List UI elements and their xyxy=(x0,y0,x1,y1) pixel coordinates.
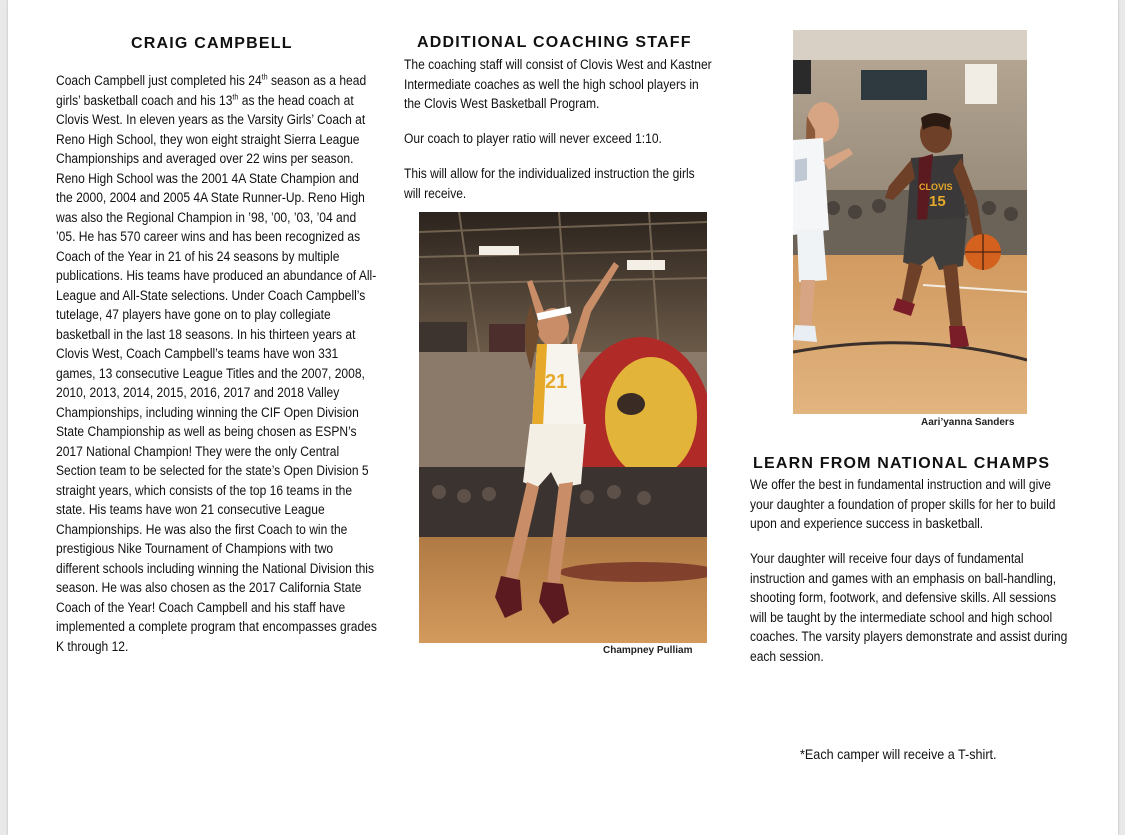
dribbler-jersey-number: 15 xyxy=(929,193,946,210)
shooter-jersey-number: 21 xyxy=(545,371,568,393)
caption-aariyanna-sanders: Aari’yanna Sanders xyxy=(921,417,1015,428)
camp-details-paragraph: Your daughter will receive four days of fundamental instruction and games with an emphasis on ball-handling, shooting form, footwork, and defensive skills. All sessions will be taught by the intermediate school and high school coaches. The varsity players demonstrate and assist during each session. xyxy=(750,551,1068,664)
dribbler-photo-illustration xyxy=(793,30,1027,414)
coaching-staff-text xyxy=(404,55,715,203)
national-champs-heading: LEARN FROM NATIONAL CHAMPS xyxy=(753,455,1051,472)
instruction-paragraph: This will allow for the individualized instruction the girls will receive. xyxy=(404,166,695,201)
craig-campbell-bio: Coach Campbell just completed his 24th season as a head girls’ basketball coach and his 13th as the head coach at Clovis West. In eleven years as the Varsity Girls’ Coach at Reno High School, they won eight straight Sierra League Championships and averaged over 22 wins per season. Reno High School was the 2001 4A State Champion and the 2000, 2004 and 2005 4A State Runner-Up. Reno High was also the Regional Champion in ’98, ’00, ’03, ’04 and ’05. He has 570 career wins and has been recognized as Coach of the Year in 21 of his 24 seasons by multiple publications. His teams have produced an abundance of All-League and All-State selections. Under Coach Campbell’s tutelage, 47 players have gone on to play collegiate basketball in the last 18 seasons. In his thirteen years at Clovis West, Coach Campbell’s teams have won 331 games, 13 consecutive League Titles and the 2007, 2008, 2010, 2013, 2014, 2015, 2016, 2017 and 2018 Valley Championships, including winning the CIF Open Division State Championship as well as being chosen as ESPN’s 2017 National Champion! They were the only Central Section team to be selected for the state’s Open Division 5 straight years, which consists of the top 16 teams in the state. His teams have won 21 consecutive League Championships. He was also the first Coach to win the prestigious Nike Tournament of Champions with two different schools including winning the National Division this season. He was also chosen as the 2017 California State Coach of the Year! Coach Campbell and his staff have implemented a complete program that encompasses grades K through 12. xyxy=(56,72,377,654)
photo-champney-pulliam xyxy=(419,212,707,643)
craig-campbell-heading: CRAIG CAMPBELL xyxy=(131,35,293,52)
shooter-photo-illustration xyxy=(419,212,707,643)
staff-paragraph: The coaching staff will consist of Clovis West and Kastner Intermediate coaches as well the high school players in the Clovis West Basketball Program. xyxy=(404,57,712,111)
coaching-staff-heading: ADDITIONAL COACHING STAFF xyxy=(417,34,692,51)
ratio-paragraph: Our coach to player ratio will never exceed 1:10. xyxy=(404,131,662,146)
photo-aariyanna-sanders xyxy=(793,30,1027,414)
tshirt-note: *Each camper will receive a T-shirt. xyxy=(800,746,997,762)
caption-champney-pulliam: Champney Pulliam xyxy=(603,645,693,656)
instruction-offer-paragraph: We offer the best in fundamental instruction and will give your daughter a foundation of proper skills for her to build upon and experience success in basketball. xyxy=(750,477,1056,531)
brochure-page xyxy=(8,0,1118,835)
national-champs-text xyxy=(750,475,1070,666)
dribbler-jersey-text: CLOVIS xyxy=(919,182,953,192)
